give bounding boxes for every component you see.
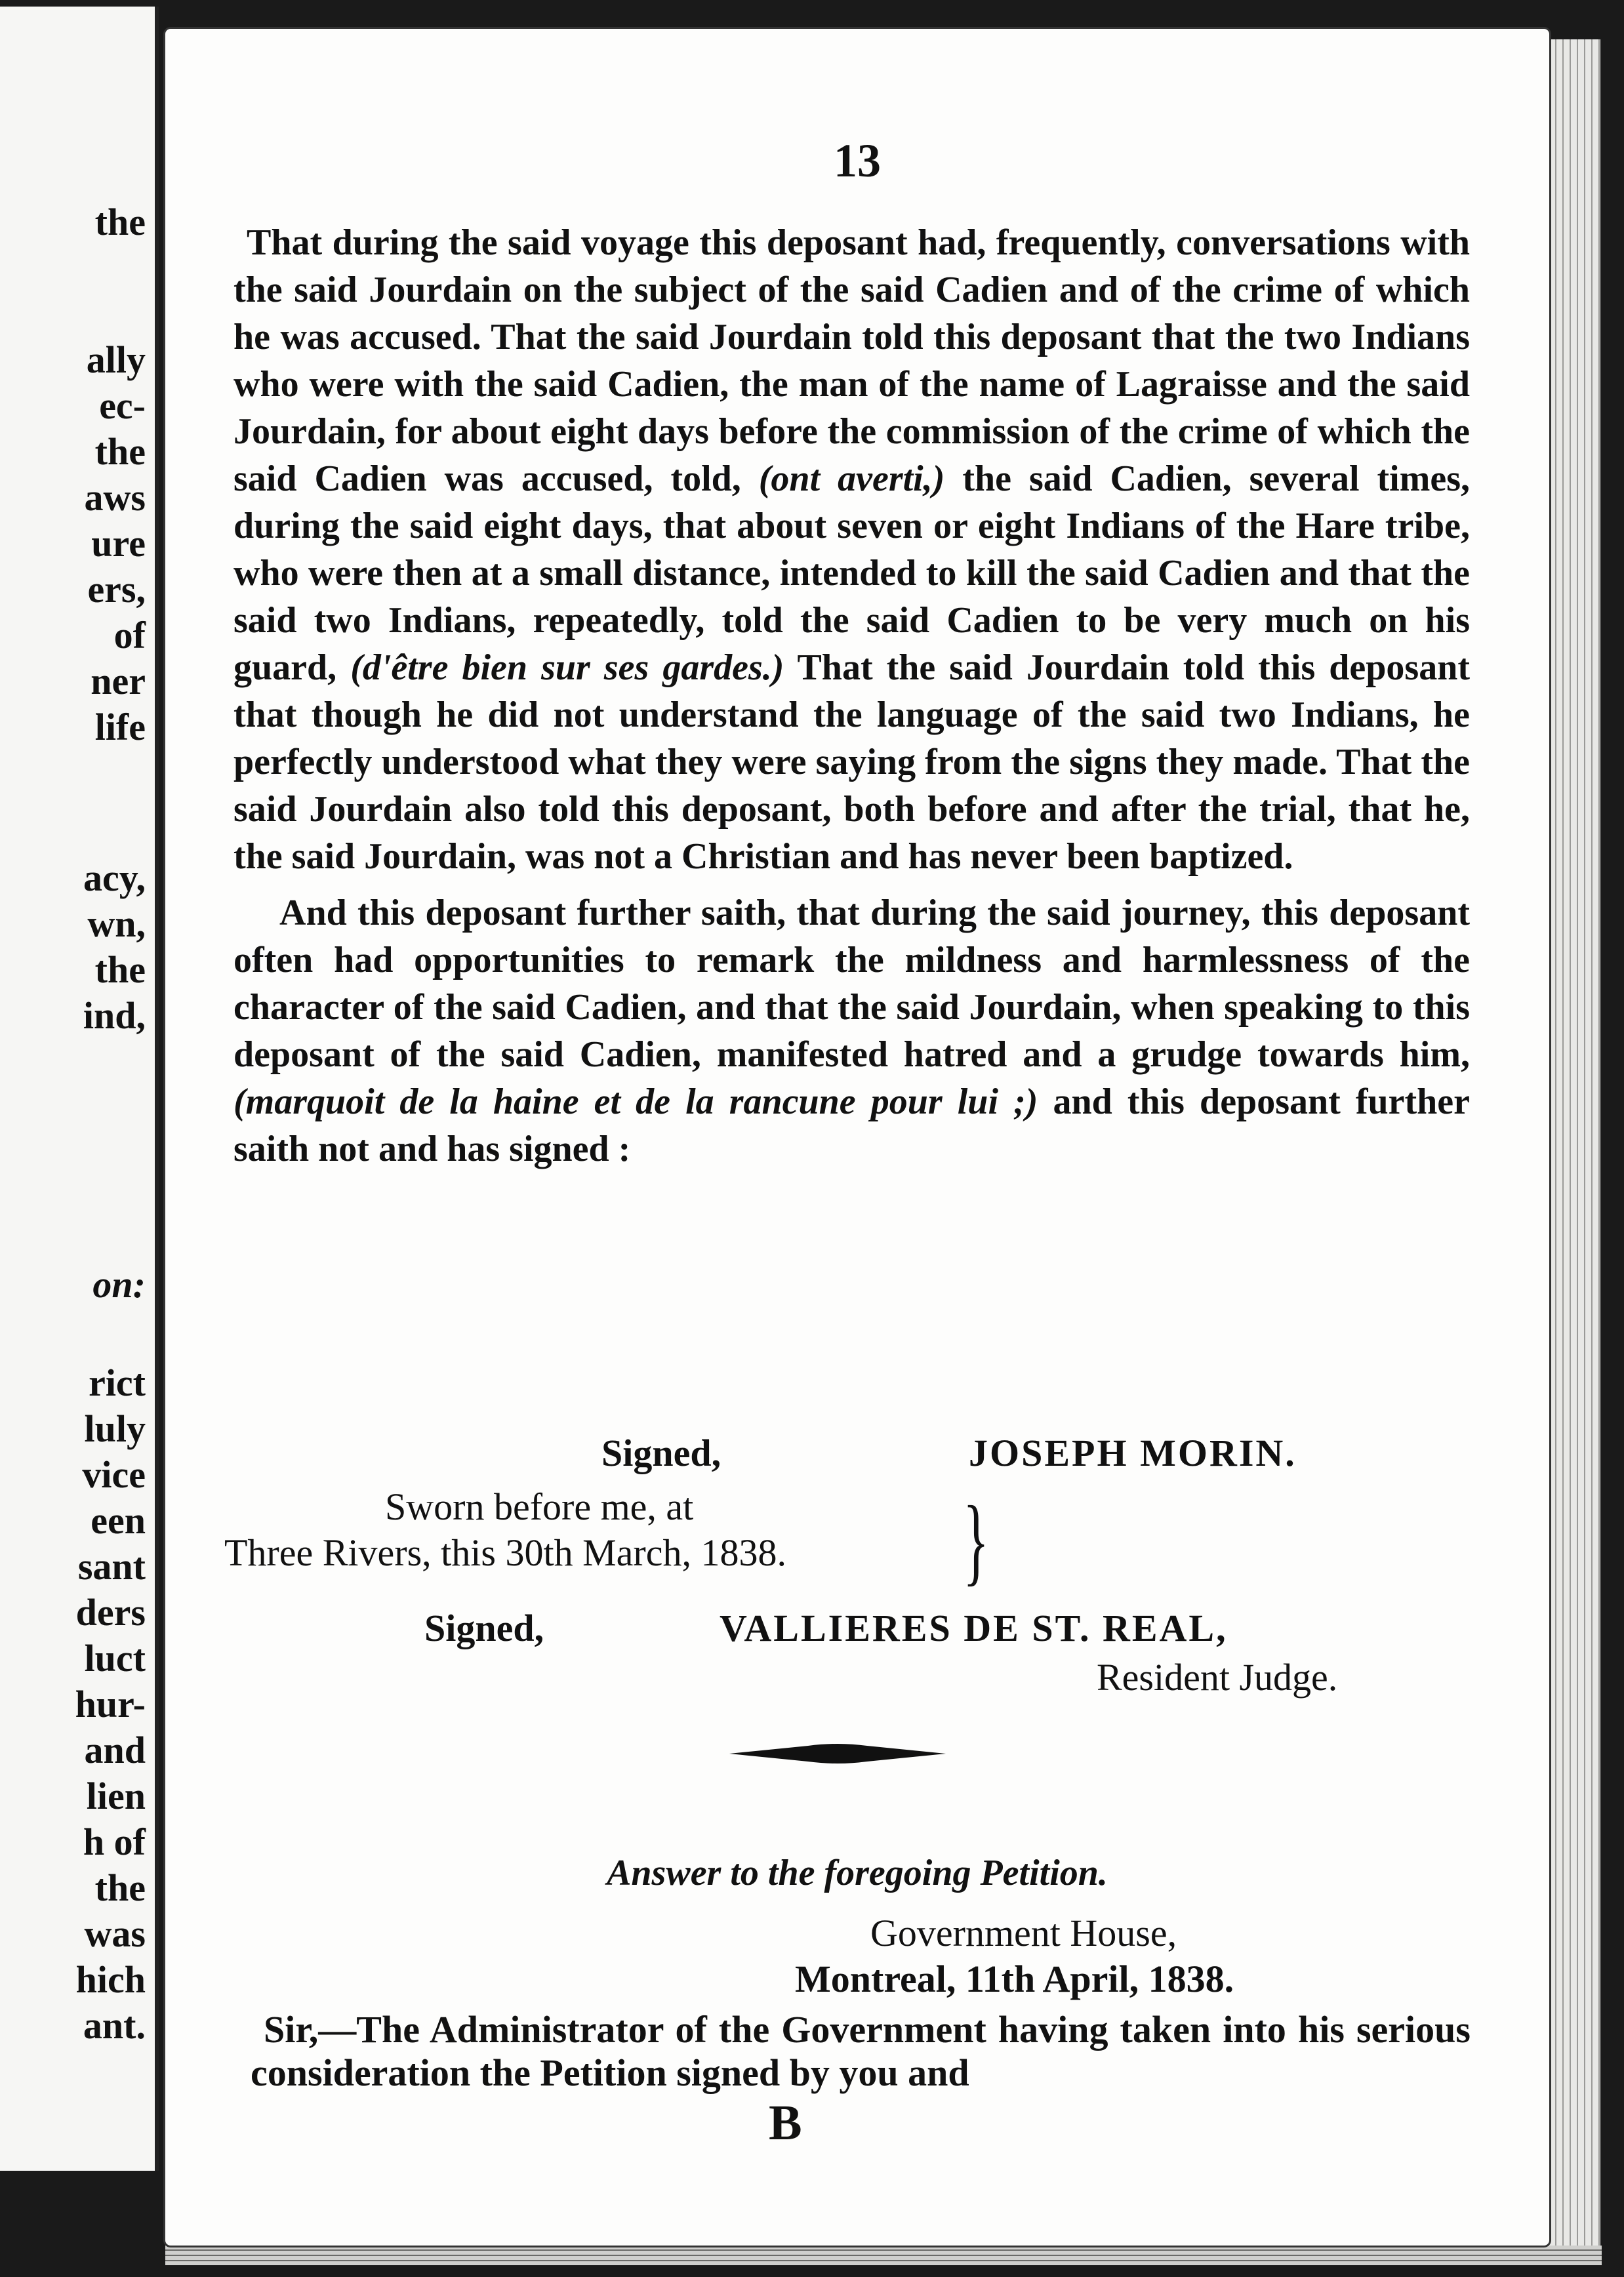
deposition-paragraph-2 bbox=[233, 889, 1470, 1173]
sworn-line-2: Three Rivers, this 30th March, 1838. bbox=[224, 1531, 786, 1574]
brace-glyph: } bbox=[963, 1486, 989, 1595]
para1-text-c: That the said Jourdain told this deposant that though he did not understand the language of the said two Indians, he perfectly understood what they were saying from the signs they made. That the said Jourdain also told this deposant, both before and after the trial, that he, the said Jourdain, was not a Christian and has never been baptized. bbox=[233, 647, 1471, 877]
left-page-fragment: wn, bbox=[87, 902, 146, 945]
answer-heading: Answer to the foregoing Petition. bbox=[607, 1853, 1108, 1893]
left-page-fragment: on: bbox=[92, 1263, 146, 1306]
para1-text-b: the said Cadien, several times, during the said eight days, that about seven or eight Indians of the Hare tribe, who were then at a small distance, intended to kill the said Cadien and that the said two Indians, repeatedly, told the said Cadien to be very much on his guard, bbox=[233, 458, 1471, 688]
left-page-fragment: and bbox=[84, 1729, 146, 1771]
body-text bbox=[233, 219, 1470, 1173]
left-page-fragment: ally bbox=[86, 338, 146, 381]
signer-title: Resident Judge. bbox=[1097, 1656, 1338, 1699]
signer-name-morin: JOSEPH MORIN. bbox=[969, 1432, 1297, 1474]
signer-name-vallieres: VALLIERES DE ST. REAL, bbox=[720, 1607, 1228, 1649]
divider-ornament bbox=[729, 1741, 946, 1767]
page-number: 13 bbox=[834, 134, 881, 187]
sworn-line-1: Sworn before me, at bbox=[385, 1485, 694, 1528]
para1-text-a: That during the said voyage this deposant had, frequently, conversations with the said Jourdain on the subject of the said Cadien and of the crime of which he was accused. That the said Jourdain told this deposant that the two Indians who were with the said Cadien, the man of the name of Lagraisse and the said Jourdain, for about eight days before the commission of the crime of which the said Cadien was accused, told, bbox=[233, 222, 1470, 499]
left-page-fragment: the bbox=[94, 1866, 146, 1909]
left-page-fragment: rict bbox=[89, 1361, 146, 1404]
para2-text-a: And this deposant further saith, that during the said journey, this deposant often had opportunities to remark the mildness and harmlessness of the character of the said Cadien, and that the said Jourdain, when speaking to this deposant of the said Cadien, manifested hatred and a grudge towards him, bbox=[233, 893, 1470, 1075]
left-page-fragment: aws bbox=[84, 476, 146, 519]
left-page-fragment: ure bbox=[91, 522, 146, 565]
left-page-fragment: ec- bbox=[99, 384, 146, 427]
para2-text-b: and this deposant further saith not and has signed : bbox=[233, 1081, 1471, 1169]
left-page-fragment: ant. bbox=[83, 2004, 146, 2047]
deposition-paragraph-1 bbox=[233, 219, 1470, 880]
french-gloss-3: (marquoit de la haine et de la rancune pour lui ;) bbox=[233, 1081, 1038, 1122]
signed-label-2: Signed, bbox=[424, 1607, 544, 1649]
left-page-fragment: lien bbox=[86, 1775, 146, 1817]
french-gloss-2: (d'être bien sur ses gardes.) bbox=[350, 647, 784, 688]
left-page-fragment: vice bbox=[82, 1453, 146, 1496]
left-page-fragment: hur- bbox=[75, 1683, 146, 1725]
left-page-fragment: h of bbox=[83, 1821, 146, 1863]
signed-label-1: Signed, bbox=[601, 1432, 721, 1474]
left-page-fragment: ers, bbox=[87, 568, 146, 611]
french-gloss-1: (ont averti,) bbox=[758, 458, 945, 499]
page-stack-bottom bbox=[165, 2246, 1602, 2265]
left-page-fragment: ner bbox=[91, 660, 146, 702]
left-page-fragment: luct bbox=[84, 1637, 146, 1680]
answer-place: Government House, bbox=[870, 1912, 1177, 1954]
left-page-edge bbox=[0, 7, 159, 2171]
left-page-fragment: the bbox=[94, 430, 146, 473]
answer-text: Sir,—The Administrator of the Government having taken into his serious consideration the Petition signed by you and bbox=[251, 2008, 1471, 2094]
left-page-fragment: een bbox=[91, 1499, 146, 1542]
left-page-fragment: sant bbox=[77, 1545, 146, 1588]
page-stack-edge bbox=[1549, 39, 1600, 2249]
left-page-fragment: life bbox=[94, 706, 146, 748]
signature-mark: B bbox=[769, 2095, 802, 2150]
left-page-fragment: acy, bbox=[83, 856, 146, 899]
document-page bbox=[165, 29, 1549, 2246]
left-page-fragment: the bbox=[94, 948, 146, 991]
left-page-fragment: hich bbox=[75, 1958, 146, 2001]
left-page-fragment: the bbox=[94, 201, 146, 243]
answer-date: Montreal, 11th April, 1838. bbox=[795, 1958, 1234, 2000]
left-page-fragment: was bbox=[84, 1912, 146, 1955]
left-page-fragment: luly bbox=[84, 1407, 146, 1450]
left-page-fragment: ind, bbox=[83, 994, 146, 1037]
left-page-fragment: ders bbox=[75, 1591, 146, 1634]
left-page-fragment: of bbox=[113, 614, 146, 656]
